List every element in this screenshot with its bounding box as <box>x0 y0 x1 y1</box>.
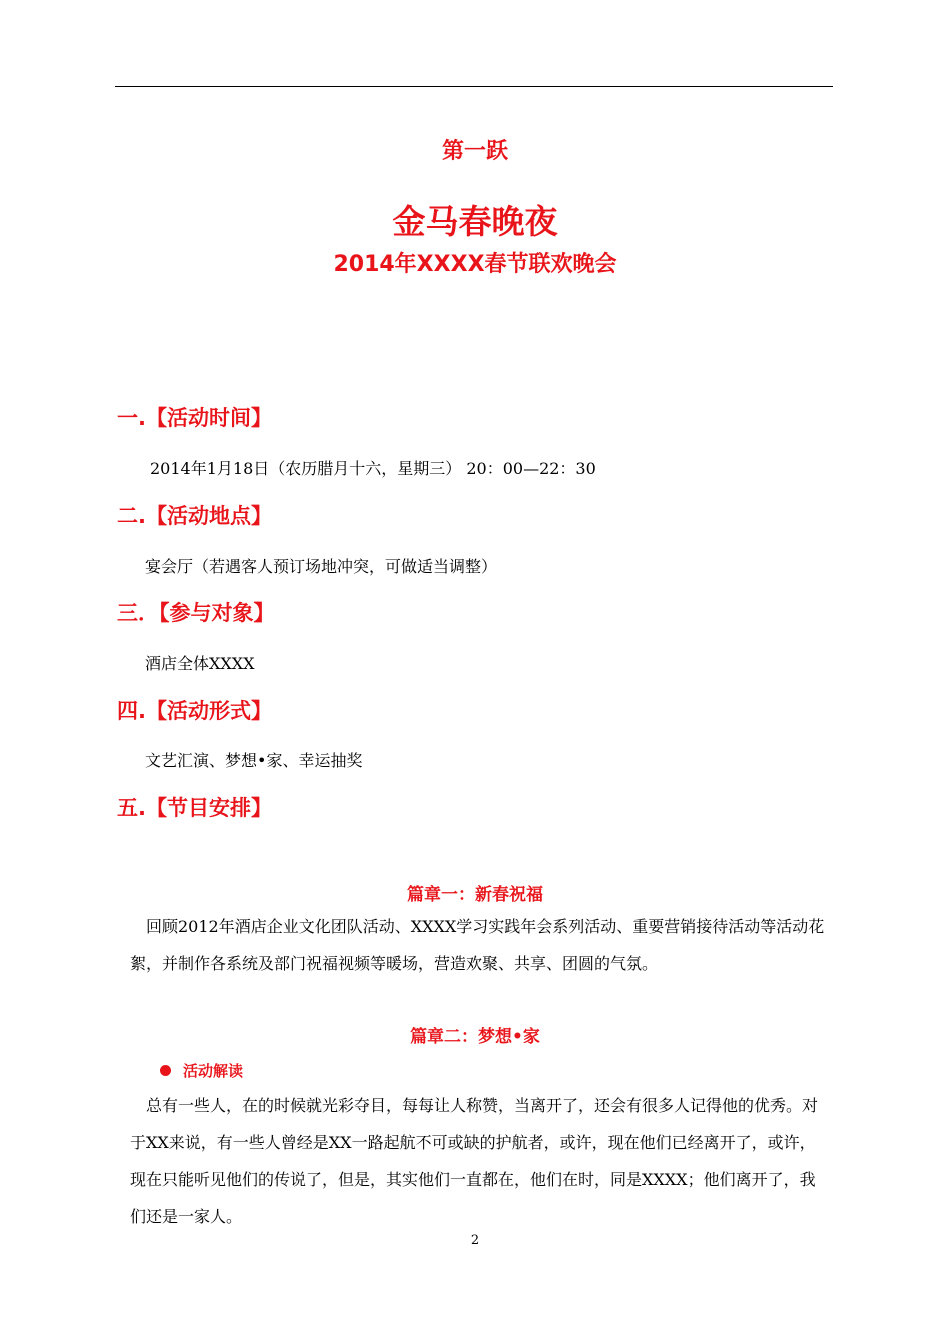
page-number: 2 <box>470 1233 480 1248</box>
section-heading-location: 二.【活动地点】 <box>117 504 272 528</box>
section-body-format: 文艺汇演、梦想•家、幸运抽奖 <box>145 751 363 770</box>
chapter-title-2: 篇章二：梦想•家 <box>410 1027 540 1047</box>
section-heading-format: 四.【活动形式】 <box>117 699 272 723</box>
section-heading-program: 五.【节目安排】 <box>117 796 272 820</box>
section-body-location: 宴会厅（若遇客人预订场地冲突，可做适当调整） <box>145 557 498 576</box>
title-small: 第一跃 <box>441 139 508 164</box>
chapter-paragraph-1: 回顾2012年酒店企业文化团队活动、XXXX学习实践年会系列活动、重要营销接待活动等活动花絮，并制作各系统及部门祝福视频等暖场，营造欢聚、共享、团圆的气氛。 <box>130 917 825 973</box>
section-heading-participants: 三．【参与对象】 <box>117 601 275 625</box>
chapter-paragraph-2: 总有一些人，在的时候就光彩夺目，每每让人称赞，当离开了，还会有很多人记得他的优秀。对于XX来说，有一些人曾经是XX一路起航不可或缺的护航者，或许，现在他们已经离开了，或许，现在只能听见他们的传说了，但是，其实他们一直都在，他们在时，同是XXXX；他们离开了，我们还是一家人。 <box>130 1096 819 1226</box>
section-body-participants: 酒店全体XXXX <box>145 654 255 673</box>
header-rule <box>115 86 833 87</box>
bullet-dot-icon <box>160 1065 171 1076</box>
chapter-title-1: 篇章一：新春祝福 <box>407 885 543 905</box>
subtitle: 2014年XXXX春节联欢晚会 <box>333 252 617 277</box>
bullet-label: 活动解读 <box>183 1062 244 1080</box>
section-body-time: 2014年1月18日（农历腊月十六，星期三） 20：00—22：30 <box>150 459 596 478</box>
bullet-item <box>160 1060 243 1081</box>
title-large: 金马春晚夜 <box>392 202 558 241</box>
section-heading-time: 一.【活动时间】 <box>117 406 272 430</box>
